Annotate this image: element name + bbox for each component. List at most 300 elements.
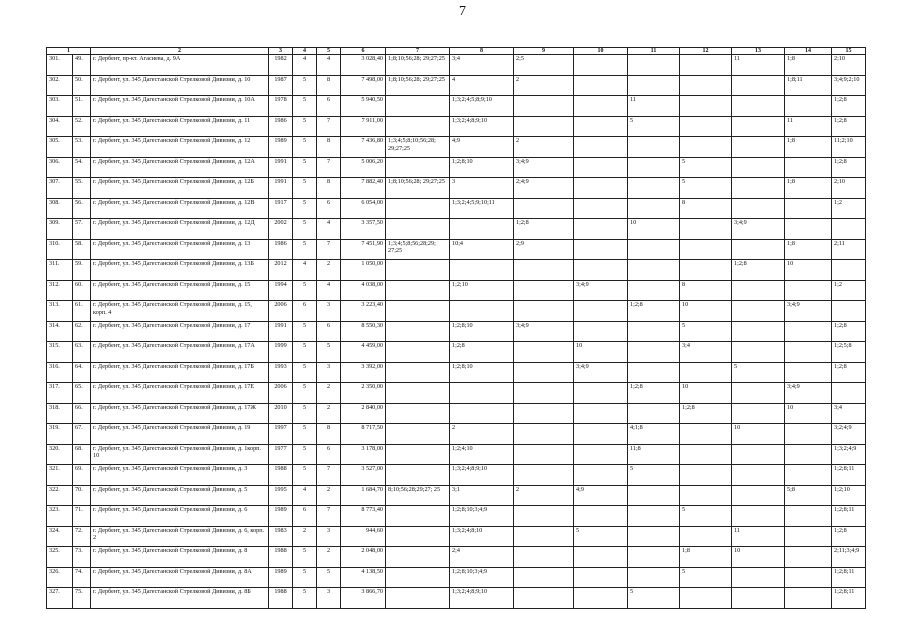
cell-c11: 11 (628, 96, 680, 117)
cell-id: 74. (73, 567, 91, 588)
cell-year: 1983 (269, 526, 293, 547)
cell-id: 50. (73, 75, 91, 96)
column-header: 7 (386, 48, 450, 55)
cell-c7 (386, 403, 450, 424)
cell-n: 306. (47, 157, 73, 178)
column-header: 9 (514, 48, 574, 55)
cell-c5: 5 (317, 342, 341, 363)
cell-c12: 10 (680, 383, 732, 404)
table-row (47, 157, 866, 178)
cell-c13 (732, 444, 785, 465)
cell-n: 320. (47, 444, 73, 465)
cell-c15: 2;11 (832, 239, 866, 260)
cell-c4: 5 (293, 547, 317, 568)
cell-c6: 7 882,40 (341, 178, 386, 199)
cell-c12: 5 (680, 321, 732, 342)
cell-c8: 1;3;2;4;5;8;9;10 (450, 96, 514, 117)
cell-id: 71. (73, 506, 91, 527)
cell-c8: 1;3;2;4;8;9;10 (450, 116, 514, 137)
cell-c12 (680, 362, 732, 383)
cell-c5: 8 (317, 424, 341, 445)
cell-year: 2006 (269, 301, 293, 322)
cell-c11 (628, 75, 680, 96)
cell-c6: 2 840,00 (341, 403, 386, 424)
cell-c5: 4 (317, 219, 341, 240)
cell-c7 (386, 383, 450, 404)
cell-n: 304. (47, 116, 73, 137)
cell-c7 (386, 198, 450, 219)
cell-n: 321. (47, 465, 73, 486)
cell-c8: 1;2;8;10 (450, 321, 514, 342)
table-row (47, 485, 866, 506)
cell-c8: 1;2;8;10;3;4;9 (450, 567, 514, 588)
cell-c13 (732, 567, 785, 588)
cell-year: 1991 (269, 178, 293, 199)
cell-c14: 1;8 (785, 55, 832, 76)
cell-c11 (628, 178, 680, 199)
cell-year: 1977 (269, 444, 293, 465)
cell-c13 (732, 485, 785, 506)
cell-addr: г. Дербент, ул. 345 Дагестанской Стрелковой Дивизии, д. 12Б (91, 178, 269, 199)
cell-c7 (386, 588, 450, 609)
cell-c11: 10 (628, 219, 680, 240)
cell-c8: 1;2;8;10 (450, 362, 514, 383)
cell-c7 (386, 465, 450, 486)
cell-c15: 1;2;10 (832, 485, 866, 506)
cell-c12: 3;4 (680, 342, 732, 363)
table-row (47, 198, 866, 219)
cell-c13 (732, 321, 785, 342)
cell-c12 (680, 75, 732, 96)
cell-c12 (680, 219, 732, 240)
cell-c12 (680, 260, 732, 281)
cell-c7 (386, 342, 450, 363)
table-row (47, 219, 866, 240)
cell-c9: 2 (514, 75, 574, 96)
cell-c4: 2 (293, 526, 317, 547)
cell-c4: 5 (293, 362, 317, 383)
cell-c9 (514, 465, 574, 486)
cell-c12: 10 (680, 301, 732, 322)
cell-c11 (628, 506, 680, 527)
cell-c13: 1;2;8 (732, 260, 785, 281)
cell-addr: г. Дербент, ул. 345 Дагестанской Стрелковой Дивизии, д. 6 (91, 506, 269, 527)
cell-n: 303. (47, 96, 73, 117)
cell-c11 (628, 137, 680, 158)
cell-addr: г. Дербент, ул. 345 Дагестанской Стрелковой Дивизии, д. 17А (91, 342, 269, 363)
cell-year: 1997 (269, 424, 293, 445)
cell-year: 1995 (269, 485, 293, 506)
cell-c6: 7 498,00 (341, 75, 386, 96)
cell-c14 (785, 342, 832, 363)
cell-c5: 2 (317, 485, 341, 506)
cell-c8 (450, 301, 514, 322)
cell-c9: 2;9 (514, 239, 574, 260)
cell-c11 (628, 362, 680, 383)
cell-c6: 3 357,50 (341, 219, 386, 240)
cell-c5: 6 (317, 198, 341, 219)
table-row (47, 403, 866, 424)
table-row (47, 280, 866, 301)
cell-c15: 3;4;9;2;10 (832, 75, 866, 96)
cell-c5: 6 (317, 444, 341, 465)
cell-c14 (785, 362, 832, 383)
cell-c5: 4 (317, 280, 341, 301)
cell-c12 (680, 239, 732, 260)
cell-c5: 6 (317, 96, 341, 117)
cell-c6: 6 054,00 (341, 198, 386, 219)
cell-c4: 5 (293, 219, 317, 240)
cell-c4: 5 (293, 588, 317, 609)
table-body (47, 55, 866, 609)
table-row (47, 55, 866, 76)
cell-id: 68. (73, 444, 91, 465)
cell-c9 (514, 116, 574, 137)
cell-c10 (574, 403, 628, 424)
cell-addr: г. Дербент, ул. 345 Дагестанской Стрелковой Дивизии, д. 1корп. 10 (91, 444, 269, 465)
cell-c13 (732, 465, 785, 486)
cell-c5: 8 (317, 137, 341, 158)
cell-addr: г. Дербент, ул. 345 Дагестанской Стрелковой Дивизии, д. 10 (91, 75, 269, 96)
cell-year: 1999 (269, 342, 293, 363)
cell-n: 302. (47, 75, 73, 96)
cell-c11 (628, 198, 680, 219)
cell-c7 (386, 219, 450, 240)
table-row (47, 260, 866, 281)
table-row (47, 444, 866, 465)
cell-c10 (574, 424, 628, 445)
cell-id: 56. (73, 198, 91, 219)
table-row (47, 383, 866, 404)
cell-c7: 1;3;4;5;8;10;56;28; 29;27;25 (386, 137, 450, 158)
cell-c5: 5 (317, 567, 341, 588)
register-table (46, 47, 866, 609)
cell-c6: 3 392,00 (341, 362, 386, 383)
table-row (47, 588, 866, 609)
cell-c15: 1;2;8 (832, 157, 866, 178)
column-header: 5 (317, 48, 341, 55)
cell-c10 (574, 567, 628, 588)
cell-c6: 4 138,50 (341, 567, 386, 588)
cell-c5: 7 (317, 116, 341, 137)
cell-c5: 7 (317, 157, 341, 178)
cell-c14 (785, 321, 832, 342)
cell-c7: 1;3;4;5;8;56;28;29; 27;25 (386, 239, 450, 260)
cell-c13 (732, 342, 785, 363)
cell-n: 301. (47, 55, 73, 76)
cell-c9 (514, 362, 574, 383)
cell-c5: 2 (317, 260, 341, 281)
cell-c13 (732, 506, 785, 527)
cell-c11 (628, 403, 680, 424)
cell-c8: 3;1 (450, 485, 514, 506)
cell-year: 1982 (269, 55, 293, 76)
cell-c6: 1 684,70 (341, 485, 386, 506)
cell-c15: 1;2;8 (832, 96, 866, 117)
cell-c4: 5 (293, 116, 317, 137)
cell-c8: 4;9 (450, 137, 514, 158)
cell-c12: 5 (680, 506, 732, 527)
table-row (47, 547, 866, 568)
cell-addr: г. Дербент, ул. 345 Дагестанской Стрелковой Дивизии, д. 3 (91, 465, 269, 486)
cell-id: 63. (73, 342, 91, 363)
cell-c4: 5 (293, 383, 317, 404)
cell-n: 319. (47, 424, 73, 445)
cell-c6: 4 038,00 (341, 280, 386, 301)
cell-addr: г. Дербент, ул. 345 Дагестанской Стрелковой Дивизии, д. 8Б (91, 588, 269, 609)
cell-c8: 3 (450, 178, 514, 199)
cell-c4: 6 (293, 301, 317, 322)
cell-c14: 1;8 (785, 178, 832, 199)
cell-c10 (574, 444, 628, 465)
cell-n: 310. (47, 239, 73, 260)
cell-n: 313. (47, 301, 73, 322)
cell-id: 64. (73, 362, 91, 383)
table-row (47, 96, 866, 117)
table-row (47, 178, 866, 199)
cell-c13 (732, 116, 785, 137)
cell-c10 (574, 219, 628, 240)
cell-c13: 11 (732, 526, 785, 547)
cell-addr: г. Дербент, ул. 345 Дагестанской Стрелковой Дивизии, д. 12 (91, 137, 269, 158)
cell-c14 (785, 96, 832, 117)
cell-c6: 7 451,90 (341, 239, 386, 260)
cell-c15: 1;2;8 (832, 362, 866, 383)
cell-c12: 1;2;8 (680, 403, 732, 424)
table-row (47, 239, 866, 260)
cell-c10 (574, 465, 628, 486)
column-header: 13 (732, 48, 785, 55)
cell-c12 (680, 116, 732, 137)
column-header: 1 (47, 48, 91, 55)
cell-c13: 3;4;9 (732, 219, 785, 240)
table-row (47, 465, 866, 486)
cell-year: 2002 (269, 219, 293, 240)
cell-addr: г. Дербент, ул. 345 Дагестанской Стрелковой Дивизии, д. 17Б (91, 362, 269, 383)
cell-c14 (785, 424, 832, 445)
cell-id: 49. (73, 55, 91, 76)
cell-c13 (732, 239, 785, 260)
cell-c15: 3;4 (832, 403, 866, 424)
cell-c8: 2;4 (450, 547, 514, 568)
cell-c8: 1;3;2;4;8;9;10 (450, 588, 514, 609)
cell-c4: 5 (293, 280, 317, 301)
column-header: 12 (680, 48, 732, 55)
cell-c15: 1;2;8 (832, 321, 866, 342)
cell-c13 (732, 403, 785, 424)
cell-n: 324. (47, 526, 73, 547)
cell-c7 (386, 260, 450, 281)
cell-addr: г. Дербент, ул. 345 Дагестанской Стрелковой Дивизии, д. 13 (91, 239, 269, 260)
cell-c15 (832, 301, 866, 322)
cell-c4: 5 (293, 157, 317, 178)
cell-n: 325. (47, 547, 73, 568)
cell-id: 72. (73, 526, 91, 547)
cell-c7 (386, 424, 450, 445)
cell-c11 (628, 485, 680, 506)
cell-c7: 1;8;10;56;28; 29;27;25 (386, 55, 450, 76)
cell-c12 (680, 444, 732, 465)
cell-c7 (386, 280, 450, 301)
cell-c9 (514, 588, 574, 609)
cell-c13 (732, 157, 785, 178)
cell-c13 (732, 198, 785, 219)
cell-c10 (574, 383, 628, 404)
cell-c9 (514, 96, 574, 117)
cell-c6: 3 527,00 (341, 465, 386, 486)
cell-c4: 5 (293, 75, 317, 96)
cell-c13: 5 (732, 362, 785, 383)
cell-c5: 2 (317, 383, 341, 404)
cell-c5: 3 (317, 362, 341, 383)
cell-n: 315. (47, 342, 73, 363)
cell-addr: г. Дербент, ул. 345 Дагестанской Стрелковой Дивизии, д. 5 (91, 485, 269, 506)
column-header: 4 (293, 48, 317, 55)
table-row (47, 137, 866, 158)
table-row (47, 75, 866, 96)
table-row (47, 526, 866, 547)
cell-c4: 5 (293, 321, 317, 342)
cell-c11 (628, 157, 680, 178)
cell-year: 1988 (269, 588, 293, 609)
cell-addr: г. Дербент, ул. 345 Дагестанской Стрелковой Дивизии, д. 12В (91, 198, 269, 219)
cell-addr: г. Дербент, ул. 345 Дагестанской Стрелковой Дивизии, д. 6, корп. 2 (91, 526, 269, 547)
cell-c10 (574, 301, 628, 322)
cell-c7 (386, 301, 450, 322)
cell-c10: 10 (574, 342, 628, 363)
cell-c6: 1 050,00 (341, 260, 386, 281)
cell-c9: 3;4;9 (514, 157, 574, 178)
cell-c10 (574, 198, 628, 219)
cell-c14: 10 (785, 260, 832, 281)
cell-c10: 5 (574, 526, 628, 547)
cell-c9 (514, 567, 574, 588)
cell-c10 (574, 116, 628, 137)
cell-c4: 5 (293, 239, 317, 260)
cell-n: 305. (47, 137, 73, 158)
cell-c14 (785, 567, 832, 588)
cell-c5: 7 (317, 239, 341, 260)
cell-c12 (680, 96, 732, 117)
cell-c15: 1;2;8;11 (832, 465, 866, 486)
cell-c8: 1;2;4;10 (450, 444, 514, 465)
cell-c14 (785, 280, 832, 301)
cell-c8: 1;3;2;4;8;10 (450, 526, 514, 547)
cell-addr: г. Дербент, ул. 345 Дагестанской Стрелковой Дивизии, д. 10А (91, 96, 269, 117)
column-header: 3 (269, 48, 293, 55)
cell-c11: 1;2;8 (628, 383, 680, 404)
cell-c9 (514, 260, 574, 281)
cell-c7 (386, 96, 450, 117)
cell-c4: 4 (293, 260, 317, 281)
column-header: 10 (574, 48, 628, 55)
cell-c14: 11 (785, 116, 832, 137)
cell-c11 (628, 280, 680, 301)
cell-c4: 4 (293, 485, 317, 506)
cell-addr: г. Дербент, пр-кт. Агасиева, д. 9А (91, 55, 269, 76)
cell-c13: 10 (732, 424, 785, 445)
cell-id: 62. (73, 321, 91, 342)
cell-c14: 5;8 (785, 485, 832, 506)
cell-c6: 944,60 (341, 526, 386, 547)
cell-c13: 10 (732, 547, 785, 568)
cell-c8: 1;2;10 (450, 280, 514, 301)
cell-c12 (680, 588, 732, 609)
cell-c12 (680, 55, 732, 76)
cell-c13 (732, 137, 785, 158)
cell-id: 51. (73, 96, 91, 117)
cell-c10 (574, 137, 628, 158)
cell-n: 326. (47, 567, 73, 588)
cell-c7 (386, 321, 450, 342)
cell-addr: г. Дербент, ул. 345 Дагестанской Стрелковой Дивизии, д. 12А (91, 157, 269, 178)
cell-c13 (732, 178, 785, 199)
cell-c7: 1;8;10;56;28; 29;27;25 (386, 178, 450, 199)
cell-c15: 1;2;8;11 (832, 588, 866, 609)
cell-c4: 5 (293, 137, 317, 158)
cell-c7 (386, 362, 450, 383)
cell-c10 (574, 506, 628, 527)
cell-addr: г. Дербент, ул. 345 Дагестанской Стрелковой Дивизии, д. 15, корп. 4 (91, 301, 269, 322)
cell-c6: 7 911,00 (341, 116, 386, 137)
cell-id: 69. (73, 465, 91, 486)
cell-c15: 1;2 (832, 280, 866, 301)
cell-c9 (514, 280, 574, 301)
cell-c9 (514, 506, 574, 527)
cell-c8 (450, 219, 514, 240)
cell-c11 (628, 526, 680, 547)
cell-c15: 1;2;5;8 (832, 342, 866, 363)
cell-c11 (628, 342, 680, 363)
cell-c10: 3;4;9 (574, 362, 628, 383)
cell-c9 (514, 444, 574, 465)
cell-n: 318. (47, 403, 73, 424)
cell-id: 73. (73, 547, 91, 568)
cell-c10 (574, 178, 628, 199)
cell-c6: 3 866,70 (341, 588, 386, 609)
cell-year: 1988 (269, 465, 293, 486)
cell-c6: 8 773,40 (341, 506, 386, 527)
cell-addr: г. Дербент, ул. 345 Дагестанской Стрелковой Дивизии, д. 17Е (91, 383, 269, 404)
cell-id: 75. (73, 588, 91, 609)
cell-c9 (514, 198, 574, 219)
cell-c9: 3;4;9 (514, 321, 574, 342)
cell-c9 (514, 403, 574, 424)
table-row (47, 116, 866, 137)
column-header: 14 (785, 48, 832, 55)
cell-c6: 7 436,80 (341, 137, 386, 158)
cell-c15 (832, 260, 866, 281)
cell-c11 (628, 55, 680, 76)
cell-year: 1993 (269, 362, 293, 383)
cell-c6: 5 940,50 (341, 96, 386, 117)
cell-c15: 11;2;10 (832, 137, 866, 158)
cell-c8: 2 (450, 424, 514, 445)
cell-c5: 2 (317, 403, 341, 424)
cell-c14 (785, 526, 832, 547)
cell-n: 327. (47, 588, 73, 609)
cell-c12: 5 (680, 178, 732, 199)
cell-c7 (386, 567, 450, 588)
cell-c12: 8 (680, 280, 732, 301)
table-row (47, 506, 866, 527)
cell-c14: 3;4;9 (785, 383, 832, 404)
cell-year: 1991 (269, 157, 293, 178)
cell-c15: 2;11;3;4;9 (832, 547, 866, 568)
cell-c8 (450, 260, 514, 281)
cell-c9: 2;5 (514, 55, 574, 76)
cell-c10: 3;4;9 (574, 280, 628, 301)
